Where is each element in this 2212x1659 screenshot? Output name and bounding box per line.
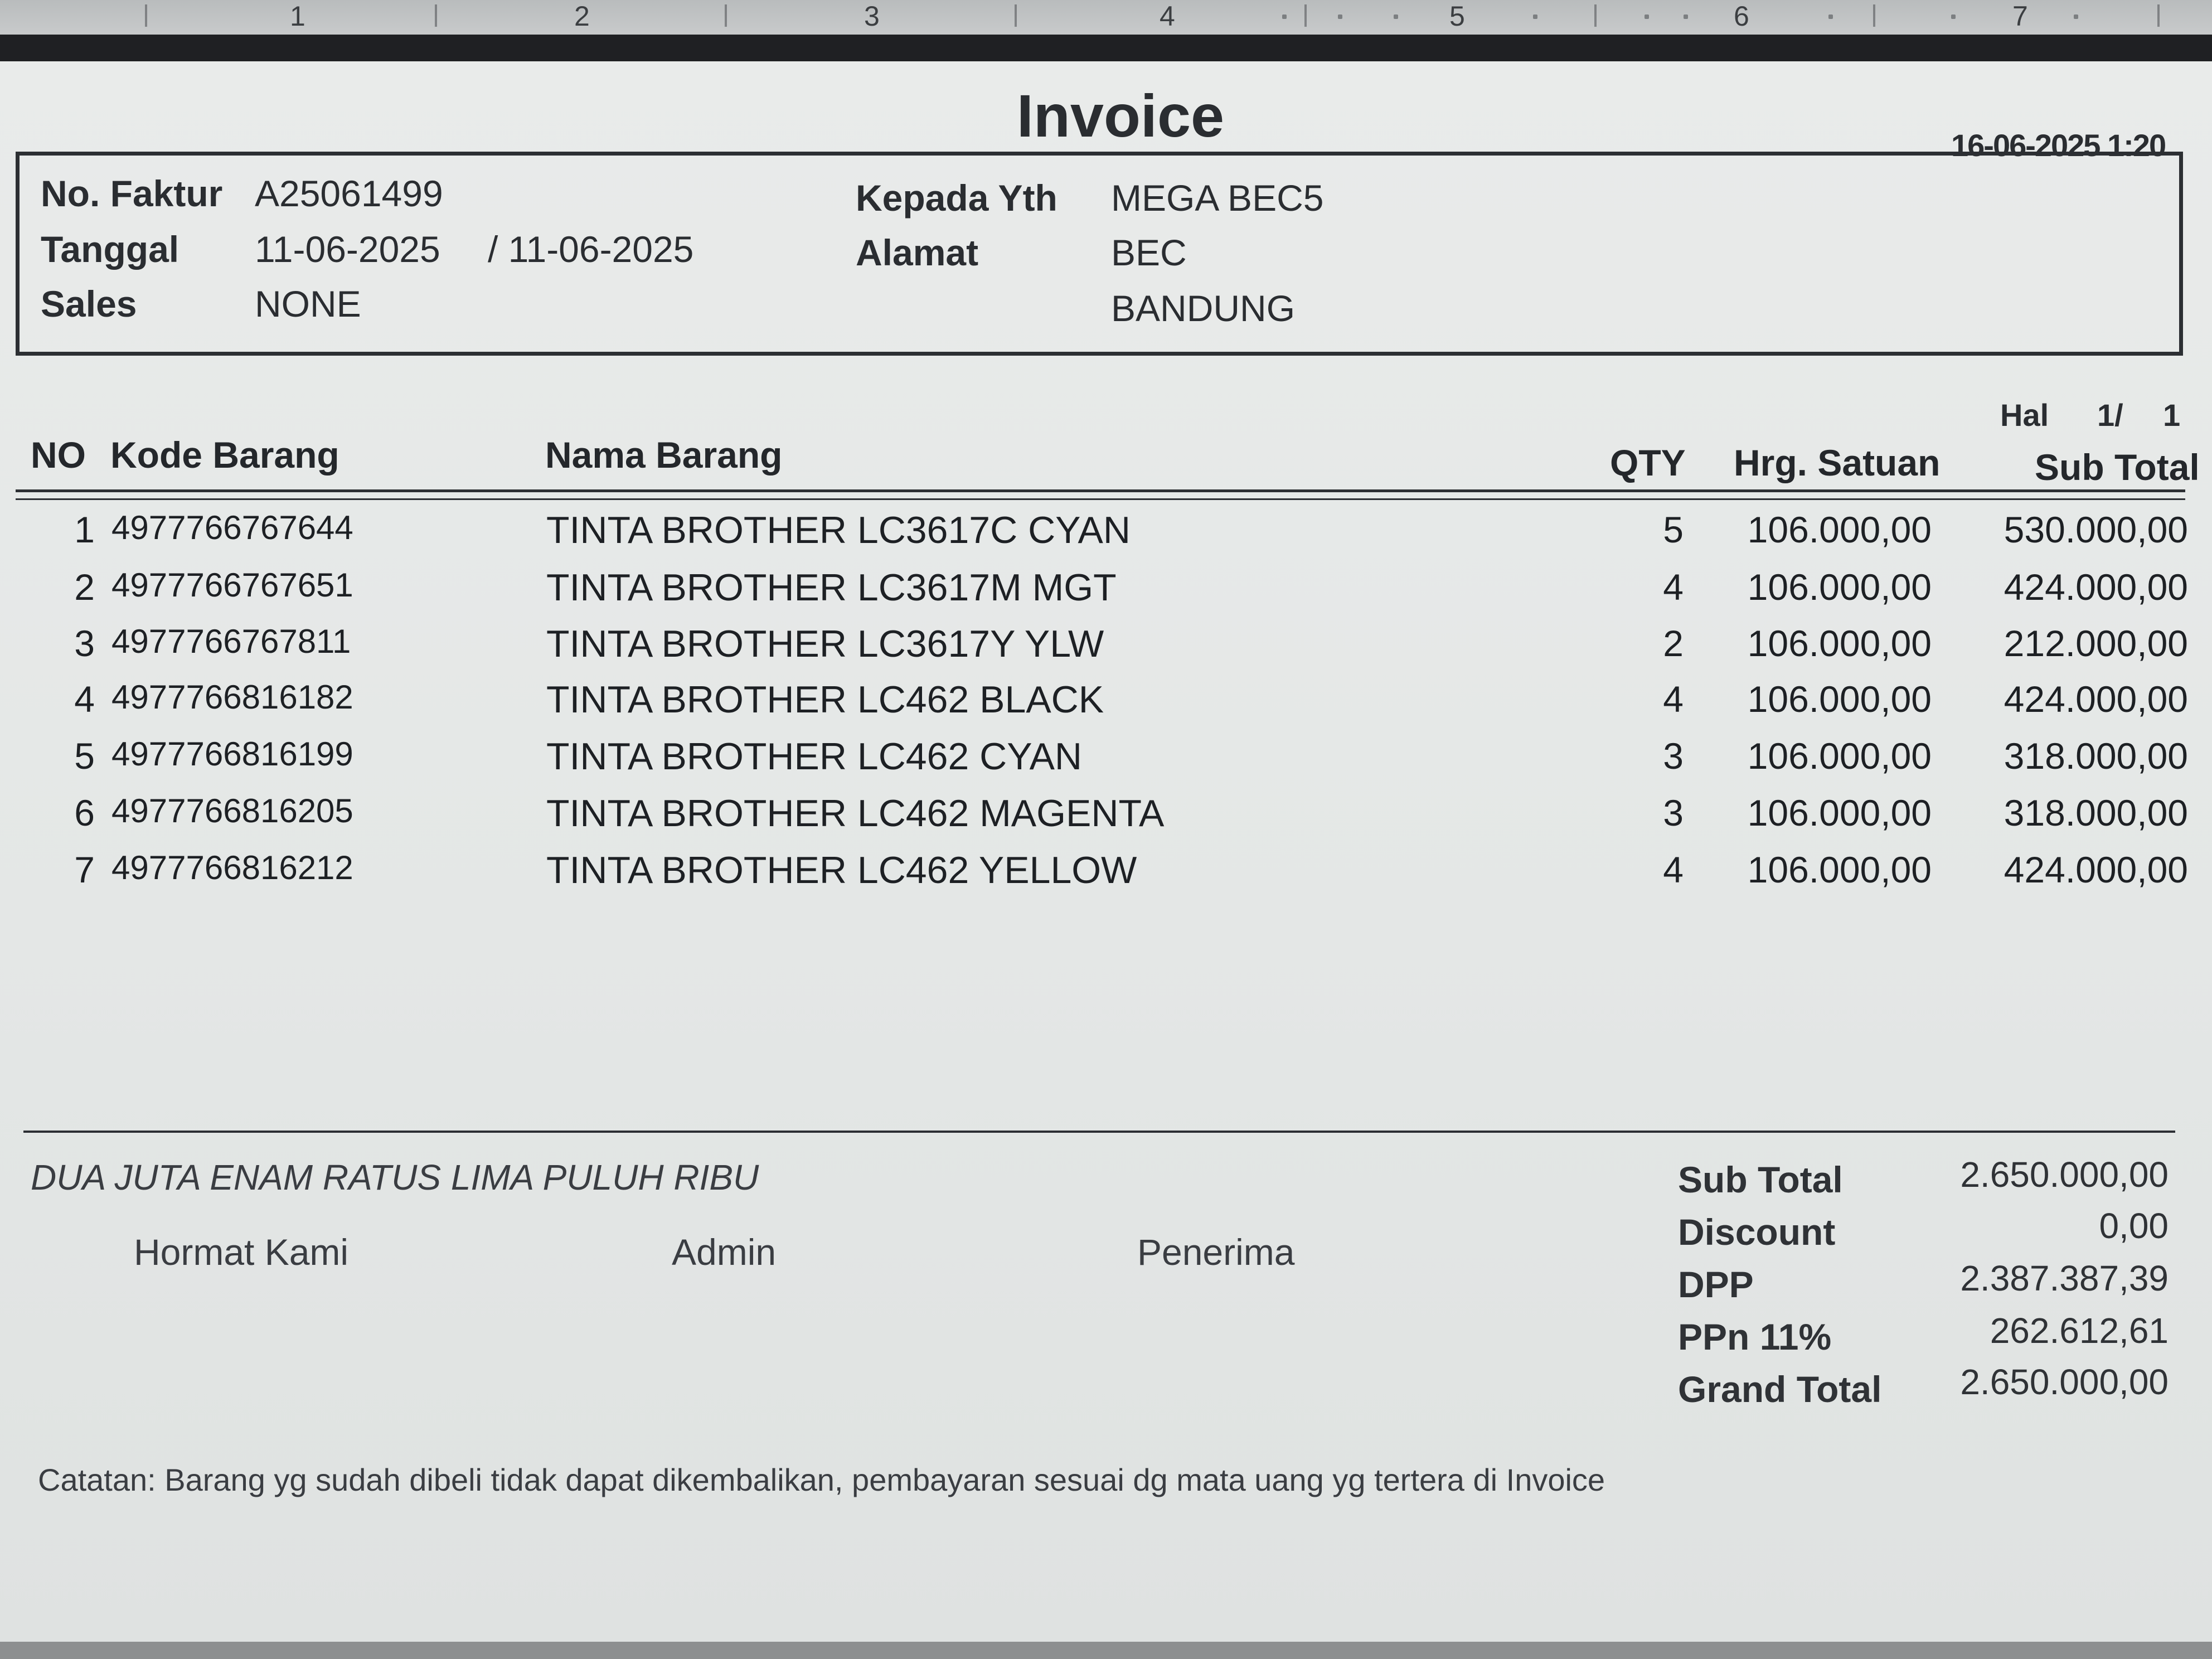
row-no: 5 (74, 735, 95, 777)
kepada-label: Kepada Yth (856, 177, 1058, 219)
ruler-dot (1645, 14, 1649, 19)
col-header-nama: Nama Barang (545, 434, 783, 476)
row-subtotal: 212.000,00 (2004, 623, 2188, 664)
ppn-label: PPn 11% (1678, 1316, 1832, 1357)
row-harga: 106.000,00 (1747, 566, 1932, 608)
row-qty: 2 (1663, 623, 1684, 664)
ruler-tick (1594, 4, 1597, 27)
sales-value: NONE (255, 283, 361, 324)
ruler-number: 5 (1449, 1, 1465, 32)
row-harga: 106.000,00 (1747, 509, 1932, 550)
invoice-note: Catatan: Barang yg sudah dibeli tidak dapat dikembalikan, pembayaran sesuai dg mata uang yg tertera di Invoice (38, 1462, 1605, 1497)
header-rule-double (16, 498, 2185, 500)
discount-value: 0,00 (2099, 1206, 2169, 1246)
sales-label: Sales (41, 283, 137, 324)
header-rule (16, 489, 2185, 492)
subtotal-value: 2.650.000,00 (1960, 1154, 2169, 1195)
alamat-label: Alamat (856, 232, 979, 273)
row-kode: 4977766767811 (111, 623, 351, 660)
alamat-line-1: BEC (1111, 232, 1187, 273)
row-nama: TINTA BROTHER LC462 CYAN (546, 735, 1083, 778)
tanggal-label: Tanggal (41, 229, 180, 270)
ruler-tick (435, 4, 437, 27)
printed-timestamp: 16-06-2025 1:20 (1951, 128, 2166, 163)
table-row (0, 848, 2212, 904)
grand-total-value: 2.650.000,00 (1960, 1362, 2169, 1402)
footer-rule (23, 1131, 2175, 1133)
ruler-tick (2157, 4, 2160, 27)
row-subtotal: 424.000,00 (2004, 678, 2188, 720)
table-row (0, 792, 2212, 847)
ppn-value: 262.612,61 (1990, 1311, 2169, 1351)
ruler-dot (1338, 14, 1342, 19)
page-total: 1 (2163, 397, 2181, 433)
row-kode: 4977766767644 (111, 509, 353, 546)
tanggal-due-value: / 11-06-2025 (488, 229, 694, 270)
row-subtotal: 318.000,00 (2004, 792, 2188, 833)
ruler[interactable] (0, 0, 2212, 35)
row-qty: 3 (1663, 735, 1684, 777)
col-header-harga: Hrg. Satuan (1734, 442, 1941, 483)
invoice-header-box (16, 152, 2183, 356)
row-kode: 4977766816205 (111, 792, 353, 830)
ruler-dot (2074, 14, 2078, 19)
row-subtotal: 424.000,00 (2004, 566, 2188, 608)
row-nama: TINTA BROTHER LC462 MAGENTA (546, 792, 1165, 835)
row-no: 7 (74, 849, 95, 890)
ruler-number: 6 (1734, 1, 1749, 32)
row-subtotal: 318.000,00 (2004, 735, 2188, 777)
row-qty: 5 (1663, 509, 1684, 550)
row-qty: 4 (1663, 849, 1684, 890)
row-no: 1 (74, 509, 95, 550)
row-nama: TINTA BROTHER LC3617Y YLW (546, 623, 1104, 665)
amount-in-words: DUA JUTA ENAM RATUS LIMA PULUH RIBU (31, 1157, 759, 1197)
ruler-tick (145, 4, 147, 27)
ruler-tick (725, 4, 727, 27)
row-harga: 106.000,00 (1747, 623, 1932, 664)
window-bottom-edge (0, 1642, 2212, 1659)
no-faktur-value: A25061499 (255, 173, 443, 214)
ruler-tick (1873, 4, 1875, 27)
table-row (0, 622, 2212, 678)
row-subtotal: 424.000,00 (2004, 849, 2188, 890)
discount-label: Discount (1678, 1211, 1836, 1253)
grand-total-label: Grand Total (1678, 1369, 1882, 1410)
row-no: 2 (74, 566, 95, 608)
subtotal-label: Sub Total (1678, 1159, 1843, 1200)
table-row (0, 735, 2212, 790)
col-header-kode: Kode Barang (110, 434, 339, 476)
col-header-subtotal: Sub Total (2035, 447, 2200, 488)
row-nama: TINTA BROTHER LC3617C CYAN (546, 509, 1131, 551)
ruler-tick (1015, 4, 1017, 27)
row-harga: 106.000,00 (1747, 849, 1932, 890)
ruler-dot (1828, 14, 1833, 19)
col-header-qty: QTY (1610, 442, 1686, 483)
row-qty: 3 (1663, 792, 1684, 833)
row-harga: 106.000,00 (1747, 735, 1932, 777)
ruler-number: 7 (2012, 1, 2028, 32)
dpp-value: 2.387.387,39 (1960, 1258, 2169, 1298)
table-row (0, 566, 2212, 622)
row-harga: 106.000,00 (1747, 792, 1932, 833)
ruler-dot (1951, 14, 1956, 19)
row-kode: 4977766816212 (111, 849, 353, 886)
col-header-no: NO (31, 434, 86, 476)
ruler-dot (1533, 14, 1537, 19)
dpp-label: DPP (1678, 1264, 1754, 1305)
row-subtotal: 530.000,00 (2004, 509, 2188, 550)
alamat-line-2: BANDUNG (1111, 288, 1296, 329)
signature-hormat-kami: Hormat Kami (134, 1231, 349, 1273)
report-toolbar-edge (0, 35, 2212, 61)
kepada-value: MEGA BEC5 (1111, 177, 1324, 219)
ruler-tick (1304, 4, 1307, 27)
row-kode: 4977766816199 (111, 735, 353, 773)
row-kode: 4977766767651 (111, 566, 353, 604)
row-nama: TINTA BROTHER LC3617M MGT (546, 566, 1117, 609)
row-nama: TINTA BROTHER LC462 BLACK (546, 678, 1104, 721)
no-faktur-label: No. Faktur (41, 173, 223, 214)
tanggal-value: 11-06-2025 (255, 229, 440, 270)
row-no: 4 (74, 678, 95, 720)
ruler-number: 3 (864, 1, 880, 32)
signature-admin: Admin (672, 1231, 777, 1273)
ruler-number: 1 (290, 1, 305, 32)
signature-penerima: Penerima (1137, 1231, 1295, 1273)
ruler-number: 4 (1160, 1, 1175, 32)
row-nama: TINTA BROTHER LC462 YELLOW (546, 849, 1137, 891)
row-qty: 4 (1663, 678, 1684, 720)
row-harga: 106.000,00 (1747, 678, 1932, 720)
row-qty: 4 (1663, 566, 1684, 608)
row-no: 6 (74, 792, 95, 833)
row-kode: 4977766816182 (111, 678, 353, 716)
ruler-number: 2 (574, 1, 590, 32)
page-label: Hal (2000, 397, 2049, 433)
table-row (0, 678, 2212, 734)
page-current: 1/ (2097, 397, 2123, 433)
invoice-title: Invoice (1016, 82, 1225, 149)
row-no: 3 (74, 623, 95, 664)
ruler-dot (1282, 14, 1287, 19)
ruler-dot (1684, 14, 1688, 19)
ruler-dot (1394, 14, 1398, 19)
table-row (0, 508, 2212, 564)
